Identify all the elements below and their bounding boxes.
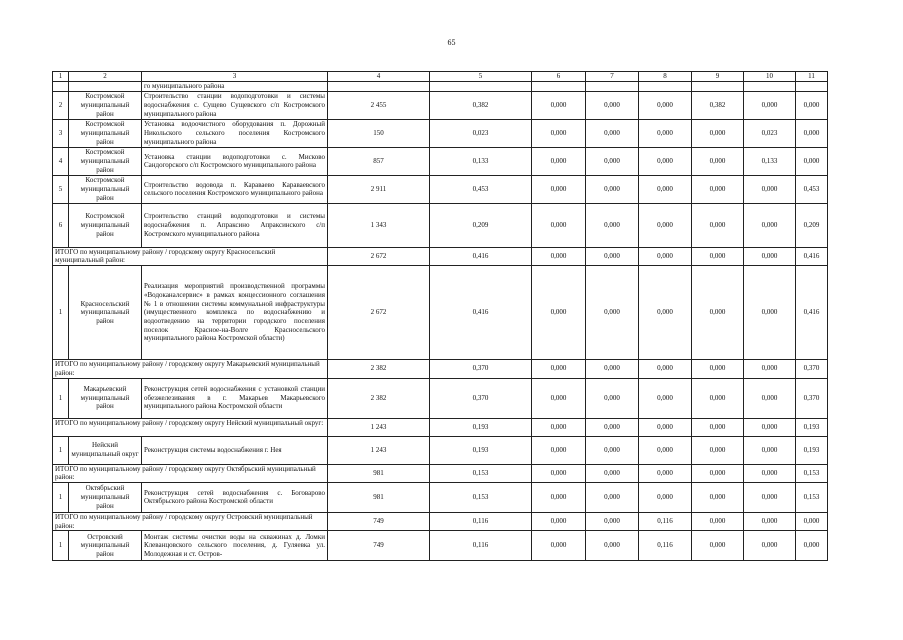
- value-cell: 0,000: [744, 91, 796, 119]
- subtotal-row: [53, 512, 828, 530]
- row-number: 2: [53, 91, 69, 119]
- description-cell: Установка водоочистного оборудования п. Дорожный Никольского сельского поселения Костромского муниципального района: [142, 119, 328, 147]
- value-cell: 0,000: [692, 482, 744, 512]
- value-cell: 0,000: [532, 266, 586, 360]
- header-cell: 8: [639, 72, 692, 82]
- table-row: [53, 175, 828, 203]
- subtotal-label: ИТОГО по муниципальному району / городскому округу Нейский муниципальный округ:: [53, 418, 328, 436]
- district-cell: Костромской муниципальный район: [69, 91, 142, 119]
- value-cell: 0,000: [692, 512, 744, 530]
- value-cell: 0,193: [796, 418, 828, 436]
- value-cell: 0,000: [639, 378, 692, 418]
- value-cell: 0,153: [796, 464, 828, 482]
- value-cell: 0,370: [430, 378, 532, 418]
- value-cell: 0,000: [639, 266, 692, 360]
- value-cell: 0,000: [744, 418, 796, 436]
- value-cell: 0,000: [692, 531, 744, 561]
- value-cell: 0,000: [639, 482, 692, 512]
- header-cell: 1: [53, 72, 69, 82]
- value-cell: 0,133: [430, 147, 532, 175]
- value-cell: 0,382: [430, 91, 532, 119]
- value-cell: 0,116: [639, 512, 692, 530]
- value-cell: 0,000: [692, 203, 744, 247]
- value-cell: 0,416: [796, 247, 828, 265]
- description-cell: Реконструкция системы водоснабжения г. Нея: [142, 436, 328, 464]
- header-cell: 6: [532, 72, 586, 82]
- district-cell: Макарьевский муниципальный район: [69, 378, 142, 418]
- value-cell: 0,000: [532, 91, 586, 119]
- value-cell: 0,000: [586, 175, 639, 203]
- value-cell: 0,453: [430, 175, 532, 203]
- district-cell: Островский муниципальный район: [69, 531, 142, 561]
- value-cell: 0,000: [586, 436, 639, 464]
- value-cell: 0,416: [430, 266, 532, 360]
- value-cell: 0,000: [586, 360, 639, 378]
- table-row: [53, 266, 828, 360]
- district-cell: Октябрьский муниципальный район: [69, 482, 142, 512]
- value-cell: 0,000: [692, 360, 744, 378]
- header-cell: 5: [430, 72, 532, 82]
- value-cell: 0,000: [796, 531, 828, 561]
- table-row: [53, 436, 828, 464]
- value-cell: 0,000: [639, 175, 692, 203]
- value-cell: 0,000: [532, 418, 586, 436]
- value-cell: 2 382: [328, 378, 430, 418]
- value-cell: 0,000: [639, 436, 692, 464]
- value-cell: 2 455: [328, 91, 430, 119]
- subtotal-label: ИТОГО по муниципальному району / городскому округу Островский муниципальный район:: [53, 512, 328, 530]
- table-row: [53, 147, 828, 175]
- table-row: [53, 203, 828, 247]
- description-cell: Установка станции водоподготовки с. Мисково Сандогорского с/п Костромского муниципального района: [142, 147, 328, 175]
- header-cell: 2: [69, 72, 142, 82]
- value-cell: 150: [328, 119, 430, 147]
- value-cell: 0,000: [532, 482, 586, 512]
- value-cell: 0,000: [586, 512, 639, 530]
- continuation-text: го муниципального района: [142, 82, 328, 92]
- value-cell: 0,382: [692, 91, 744, 119]
- value-cell: 0,000: [586, 247, 639, 265]
- value-cell: 0,000: [692, 464, 744, 482]
- value-cell: 0,153: [430, 464, 532, 482]
- value-cell: 1 243: [328, 436, 430, 464]
- value-cell: 0,133: [744, 147, 796, 175]
- description-cell: Монтаж системы очистки воды на скважинах д. Ломки Клеванцовского сельского поселения, д. Гуляевка ул. Молодежная и ст. Остров-: [142, 531, 328, 561]
- header-cell: 9: [692, 72, 744, 82]
- header-cell: 11: [796, 72, 828, 82]
- value-cell: 2 672: [328, 266, 430, 360]
- value-cell: 1 243: [328, 418, 430, 436]
- row-number: 1: [53, 531, 69, 561]
- value-cell: 0,116: [639, 531, 692, 561]
- value-cell: 0,000: [639, 360, 692, 378]
- header-cell: 4: [328, 72, 430, 82]
- description-cell: Реализация мероприятий производственной программы «Водоканалсервис» в рамках концессионного соглашения № 1 в отношении системы коммунальной инфраструктуры (имущественного комплекса по водоснабжению и водоотведению на территории городского поселения поселок Красное-на-Волге Красносельского муниципального района Костромской области): [142, 266, 328, 360]
- value-cell: 2 382: [328, 360, 430, 378]
- value-cell: 0,416: [796, 266, 828, 360]
- district-cell: Костромской муниципальный район: [69, 119, 142, 147]
- value-cell: 0,000: [586, 464, 639, 482]
- value-cell: 0,000: [692, 247, 744, 265]
- value-cell: 0,000: [532, 119, 586, 147]
- value-cell: 0,000: [744, 203, 796, 247]
- table-row: [53, 119, 828, 147]
- description-cell: Реконструкция сетей водоснабжения с. Боговарово Октябрьского района Костромской области: [142, 482, 328, 512]
- value-cell: 0,000: [532, 147, 586, 175]
- district-cell: Костромской муниципальный район: [69, 147, 142, 175]
- table-row: [53, 482, 828, 512]
- value-cell: 0,000: [692, 378, 744, 418]
- value-cell: 0,000: [796, 147, 828, 175]
- description-cell: Реконструкция сетей водоснабжения с установкой станции обезжелезивания в г. Макарьев Макарьевского муниципального района Костромской области: [142, 378, 328, 418]
- value-cell: 0,000: [692, 119, 744, 147]
- value-cell: 0,000: [532, 512, 586, 530]
- description-cell: Строительство станции водоподготовки и системы водоснабжения с. Сущево Сущевского с/п Костромского муниципального района: [142, 91, 328, 119]
- value-cell: 0,000: [586, 482, 639, 512]
- row-number: 1: [53, 266, 69, 360]
- value-cell: 0,000: [692, 418, 744, 436]
- value-cell: 857: [328, 147, 430, 175]
- value-cell: 0,000: [639, 464, 692, 482]
- value-cell: 0,000: [744, 482, 796, 512]
- subtotal-row: [53, 247, 828, 265]
- district-cell: Нейский муниципальный округ: [69, 436, 142, 464]
- subtotal-row: [53, 360, 828, 378]
- district-cell: Красносельский муниципальный район: [69, 266, 142, 360]
- district-cell: Костромской муниципальный район: [69, 175, 142, 203]
- value-cell: 981: [328, 464, 430, 482]
- value-cell: 0,000: [532, 464, 586, 482]
- value-cell: 0,000: [532, 378, 586, 418]
- value-cell: 0,193: [430, 436, 532, 464]
- value-cell: 0,370: [796, 378, 828, 418]
- value-cell: 0,193: [430, 418, 532, 436]
- value-cell: 0,209: [430, 203, 532, 247]
- value-cell: 0,000: [532, 247, 586, 265]
- value-cell: 0,000: [586, 203, 639, 247]
- continuation-row: [53, 82, 828, 92]
- value-cell: 0,000: [744, 266, 796, 360]
- value-cell: 0,453: [796, 175, 828, 203]
- header-row: [53, 72, 828, 82]
- row-number: 1: [53, 378, 69, 418]
- value-cell: 0,000: [532, 203, 586, 247]
- value-cell: 0,193: [796, 436, 828, 464]
- value-cell: 0,116: [430, 531, 532, 561]
- subtotal-label: ИТОГО по муниципальному району / городскому округу Октябрьский муниципальный район:: [53, 464, 328, 482]
- value-cell: 0,000: [639, 147, 692, 175]
- value-cell: 0,000: [692, 175, 744, 203]
- value-cell: 0,000: [586, 119, 639, 147]
- value-cell: 0,000: [639, 203, 692, 247]
- value-cell: 0,000: [796, 91, 828, 119]
- value-cell: 0,000: [532, 531, 586, 561]
- value-cell: 0,000: [744, 436, 796, 464]
- value-cell: 0,023: [744, 119, 796, 147]
- value-cell: 0,000: [639, 247, 692, 265]
- description-cell: Строительство станций водоподготовки и системы водоснабжения п. Апраксино Апраксинского с/п Костромского муниципального района: [142, 203, 328, 247]
- row-number: 1: [53, 436, 69, 464]
- district-cell: Костромской муниципальный район: [69, 203, 142, 247]
- value-cell: 749: [328, 512, 430, 530]
- value-cell: 2 672: [328, 247, 430, 265]
- value-cell: 0,000: [692, 436, 744, 464]
- value-cell: 0,000: [692, 266, 744, 360]
- value-cell: 0,000: [744, 512, 796, 530]
- value-cell: 0,000: [586, 418, 639, 436]
- value-cell: 0,209: [796, 203, 828, 247]
- table-row: [53, 91, 828, 119]
- value-cell: 0,000: [586, 531, 639, 561]
- row-number: 4: [53, 147, 69, 175]
- value-cell: 0,000: [744, 175, 796, 203]
- row-number: 3: [53, 119, 69, 147]
- value-cell: 0,000: [744, 247, 796, 265]
- value-cell: 0,153: [430, 482, 532, 512]
- value-cell: 0,000: [639, 119, 692, 147]
- table-row: [53, 531, 828, 561]
- row-number: 1: [53, 482, 69, 512]
- description-cell: Строительство водовода п. Караваево Караваевского сельского поселения Костромского муниципального района: [142, 175, 328, 203]
- value-cell: 749: [328, 531, 430, 561]
- value-cell: 0,000: [744, 378, 796, 418]
- value-cell: 0,000: [744, 360, 796, 378]
- value-cell: 0,000: [532, 360, 586, 378]
- page-number: 65: [447, 38, 456, 47]
- value-cell: 0,000: [532, 436, 586, 464]
- value-cell: 0,000: [639, 91, 692, 119]
- value-cell: 0,153: [796, 482, 828, 512]
- value-cell: 0,000: [796, 512, 828, 530]
- header-cell: 10: [744, 72, 796, 82]
- row-number: 5: [53, 175, 69, 203]
- value-cell: 0,000: [744, 531, 796, 561]
- header-cell: 7: [586, 72, 639, 82]
- value-cell: 1 343: [328, 203, 430, 247]
- subtotal-label: ИТОГО по муниципальному району / городскому округу Красносельский муниципальный район:: [53, 247, 328, 265]
- value-cell: 0,370: [430, 360, 532, 378]
- value-cell: 0,000: [692, 147, 744, 175]
- value-cell: 0,023: [430, 119, 532, 147]
- header-cell: 3: [142, 72, 328, 82]
- subtotal-row: [53, 464, 828, 482]
- value-cell: 0,000: [639, 418, 692, 436]
- investment-table: [52, 71, 828, 561]
- value-cell: 0,000: [532, 175, 586, 203]
- value-cell: 0,416: [430, 247, 532, 265]
- row-number: 6: [53, 203, 69, 247]
- value-cell: 0,000: [796, 119, 828, 147]
- value-cell: 0,000: [586, 91, 639, 119]
- value-cell: 981: [328, 482, 430, 512]
- value-cell: 2 911: [328, 175, 430, 203]
- value-cell: 0,000: [744, 464, 796, 482]
- value-cell: 0,000: [586, 378, 639, 418]
- value-cell: 0,000: [586, 147, 639, 175]
- subtotal-label: ИТОГО по муниципальному району / городскому округу Макарьевский муниципальный район:: [53, 360, 328, 378]
- subtotal-row: [53, 418, 828, 436]
- value-cell: 0,116: [430, 512, 532, 530]
- value-cell: 0,000: [586, 266, 639, 360]
- value-cell: 0,370: [796, 360, 828, 378]
- table-row: [53, 378, 828, 418]
